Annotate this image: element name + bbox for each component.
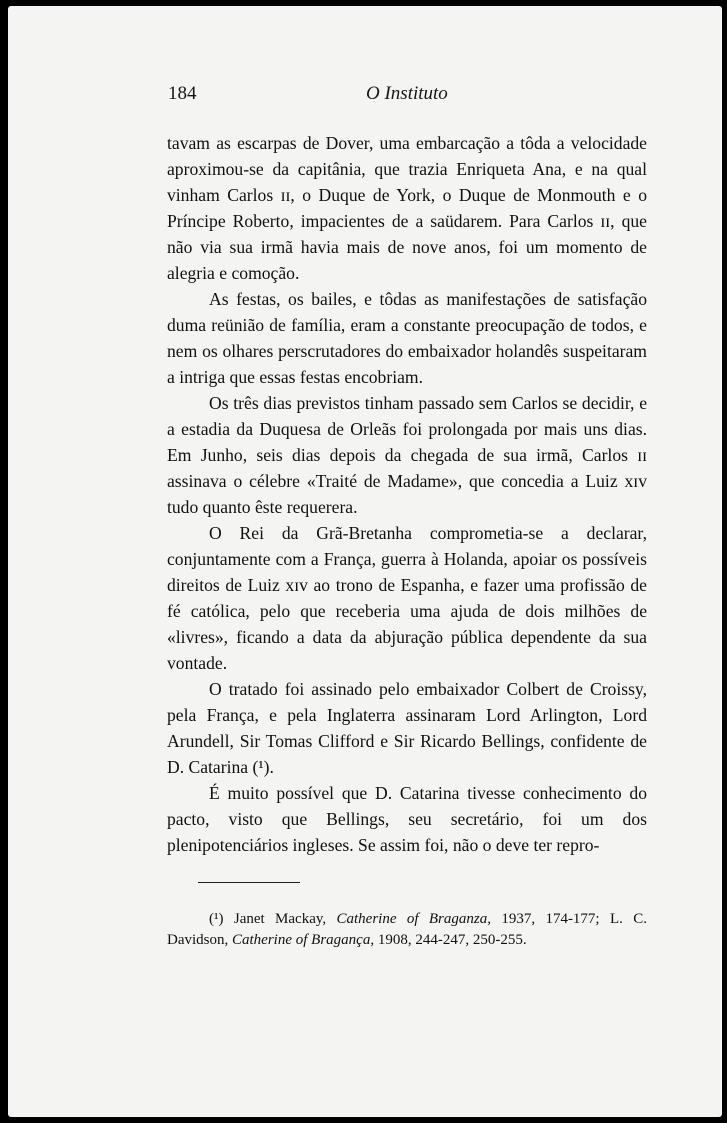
footnote-book-title: Catherine of Braganza, <box>336 911 491 927</box>
paragraph: Os três dias previstos tinham passado sem Carlos se decidir, e a estadia da Duquesa de Orleãs foi prolongada por mais uns dias. Em Junho, seis dias depois da chegada de sua irmã, Carlos ɪɪ assinava o célebre «Traité de Madame», que concedia a Luiz xɪv tudo quanto êste requerera. <box>167 393 647 517</box>
paragraph: É muito possível que D. Catarina tivesse conhecimento do pacto, visto que Bellings, seu secretário, foi um dos plenipotenciários ingleses. Se assim foi, não o deve ter repro- <box>167 783 647 855</box>
paragraph: As festas, os bailes, e tôdas as manifestações de satisfação duma reünião de família, eram a constante preocupação de todos, e nem os olhares perscrutadores do embaixador holandês suspeitaram a intriga que essas festas encobriam. <box>167 289 647 387</box>
footnote-reference: 1937, 174-177; L. C. Davidson, <box>167 911 647 948</box>
footnote-book-title: Catherine of Bragança, <box>232 932 375 948</box>
book-page <box>8 6 722 1117</box>
footnote-divider <box>198 882 300 883</box>
body-text <box>167 130 647 858</box>
paragraph: O tratado foi assinado pelo embaixador Colbert de Croissy, pela França, e pela Inglaterra assinaram Lord Arlington, Lord Arundell, Sir Tomas Clifford e Sir Ricardo Bellings, confidente de D. Catarina (¹). <box>167 679 647 777</box>
paragraph: O Rei da Grã-Bretanha comprometia-se a declarar, conjuntamente com a França, guerra à Holanda, apoiar os possíveis direitos de Luiz xɪv ao trono de Espanha, e fazer uma profissão de fé católica, pelo que receberia uma ajuda de dois milhões de «livres», ficando a data da abjuração pública dependente da sua vontade. <box>167 523 647 673</box>
paragraph: tavam as escarpas de Dover, uma embarcação a tôda a velocidade aproximou-se da capitânia, que trazia Enriqueta Ana, e na qual vinham Carlos ɪɪ, o Duque de York, o Duque de Monmouth e o Príncipe Roberto, impacientes de a saüdarem. Para Carlos ɪɪ, que não via sua irmã havia mais de nove anos, foi um momento de alegria e comoção. <box>167 133 647 283</box>
footnote-marker: (¹) <box>209 911 224 927</box>
footnote <box>167 909 647 951</box>
page-number: 184 <box>168 83 197 104</box>
running-head <box>168 83 648 107</box>
footnote-author: Janet Mackay, <box>233 911 327 927</box>
journal-title: O Instituto <box>366 83 448 104</box>
footnote-reference: 1908, 244-247, 250-255. <box>377 932 527 948</box>
